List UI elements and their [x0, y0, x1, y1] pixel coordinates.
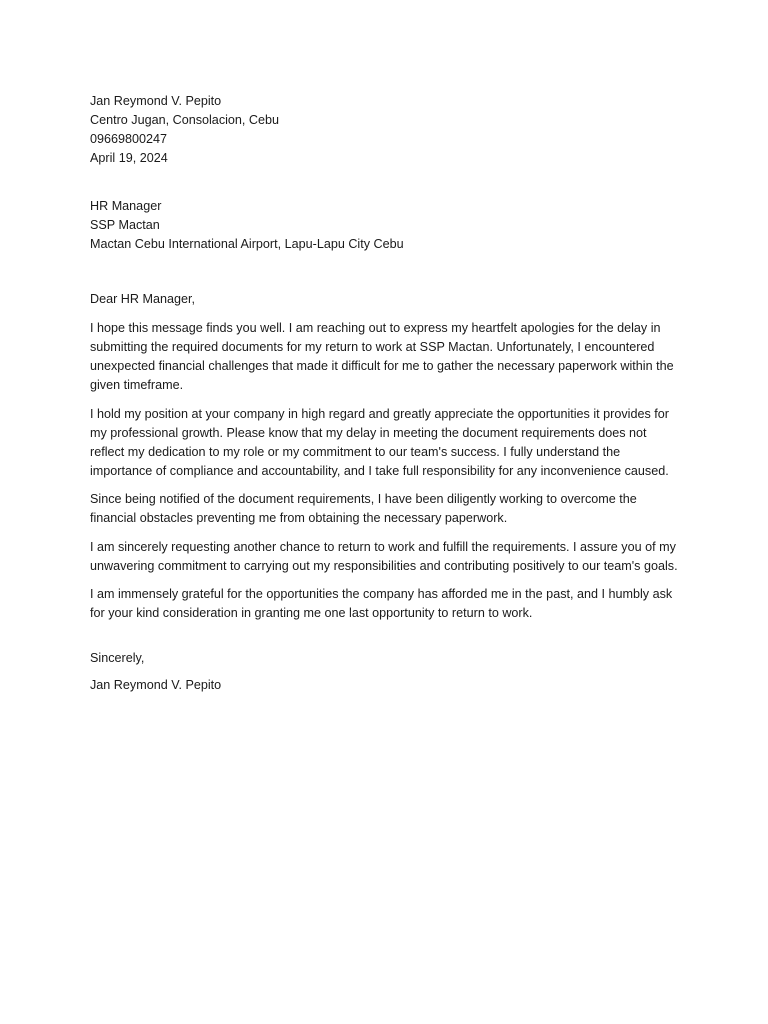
paragraph-2: I hold my position at your company in high regard and greatly appreciate the opportunities it provides for my professional growth. Please know that my delay in meeting the document requirements does not reflect my dedication to my role or my commitment to our team's success. I fully understand the importance of compliance and accountability, and I take full responsibility for any inconvenience caused. — [90, 406, 669, 478]
recipient-address: Mactan Cebu International Airport, Lapu-Lapu City Cebu — [90, 237, 404, 251]
salutation: Dear HR Manager, — [90, 292, 195, 306]
paragraph-5: I am immensely grateful for the opportunities the company has afforded me in the past, and I humbly ask for your kind consideration in granting me one last opportunity to return to work. — [90, 587, 673, 620]
recipient-title: HR Manager — [90, 199, 162, 213]
paragraph-1: I hope this message finds you well. I am reaching out to express my heartfelt apologies for the delay in submitting the required documents for my return to work at SSP Mactan. Unfortunately, I encountered unexpected financial challenges that made it difficult for me to gather the necessary paperwork within the given timeframe. — [90, 321, 674, 392]
sender-address: Centro Jugan, Consolacion, Cebu — [90, 113, 280, 127]
sender-name: Jan Reymond V. Pepito — [90, 94, 222, 108]
closing: Sincerely, — [90, 651, 145, 665]
letter-date: April 19, 2024 — [90, 151, 168, 165]
sender-block — [90, 92, 680, 168]
paragraph-4: I am sincerely requesting another chance to return to work and fulfill the requirements. I assure you of my unwavering commitment to carrying out my responsibilities and contributing positively to our team's goals. — [90, 539, 678, 573]
signature-name: Jan Reymond V. Pepito — [90, 678, 222, 692]
paragraph-3: Since being notified of the document requirements, I have been diligently working to overcome the financial obstacles preventing me from obtaining the necessary paperwork. — [90, 492, 637, 525]
recipient-block — [90, 197, 680, 254]
sender-phone: 09669800247 — [90, 132, 168, 146]
recipient-company: SSP Mactan — [90, 218, 160, 232]
letter-body — [90, 92, 680, 695]
